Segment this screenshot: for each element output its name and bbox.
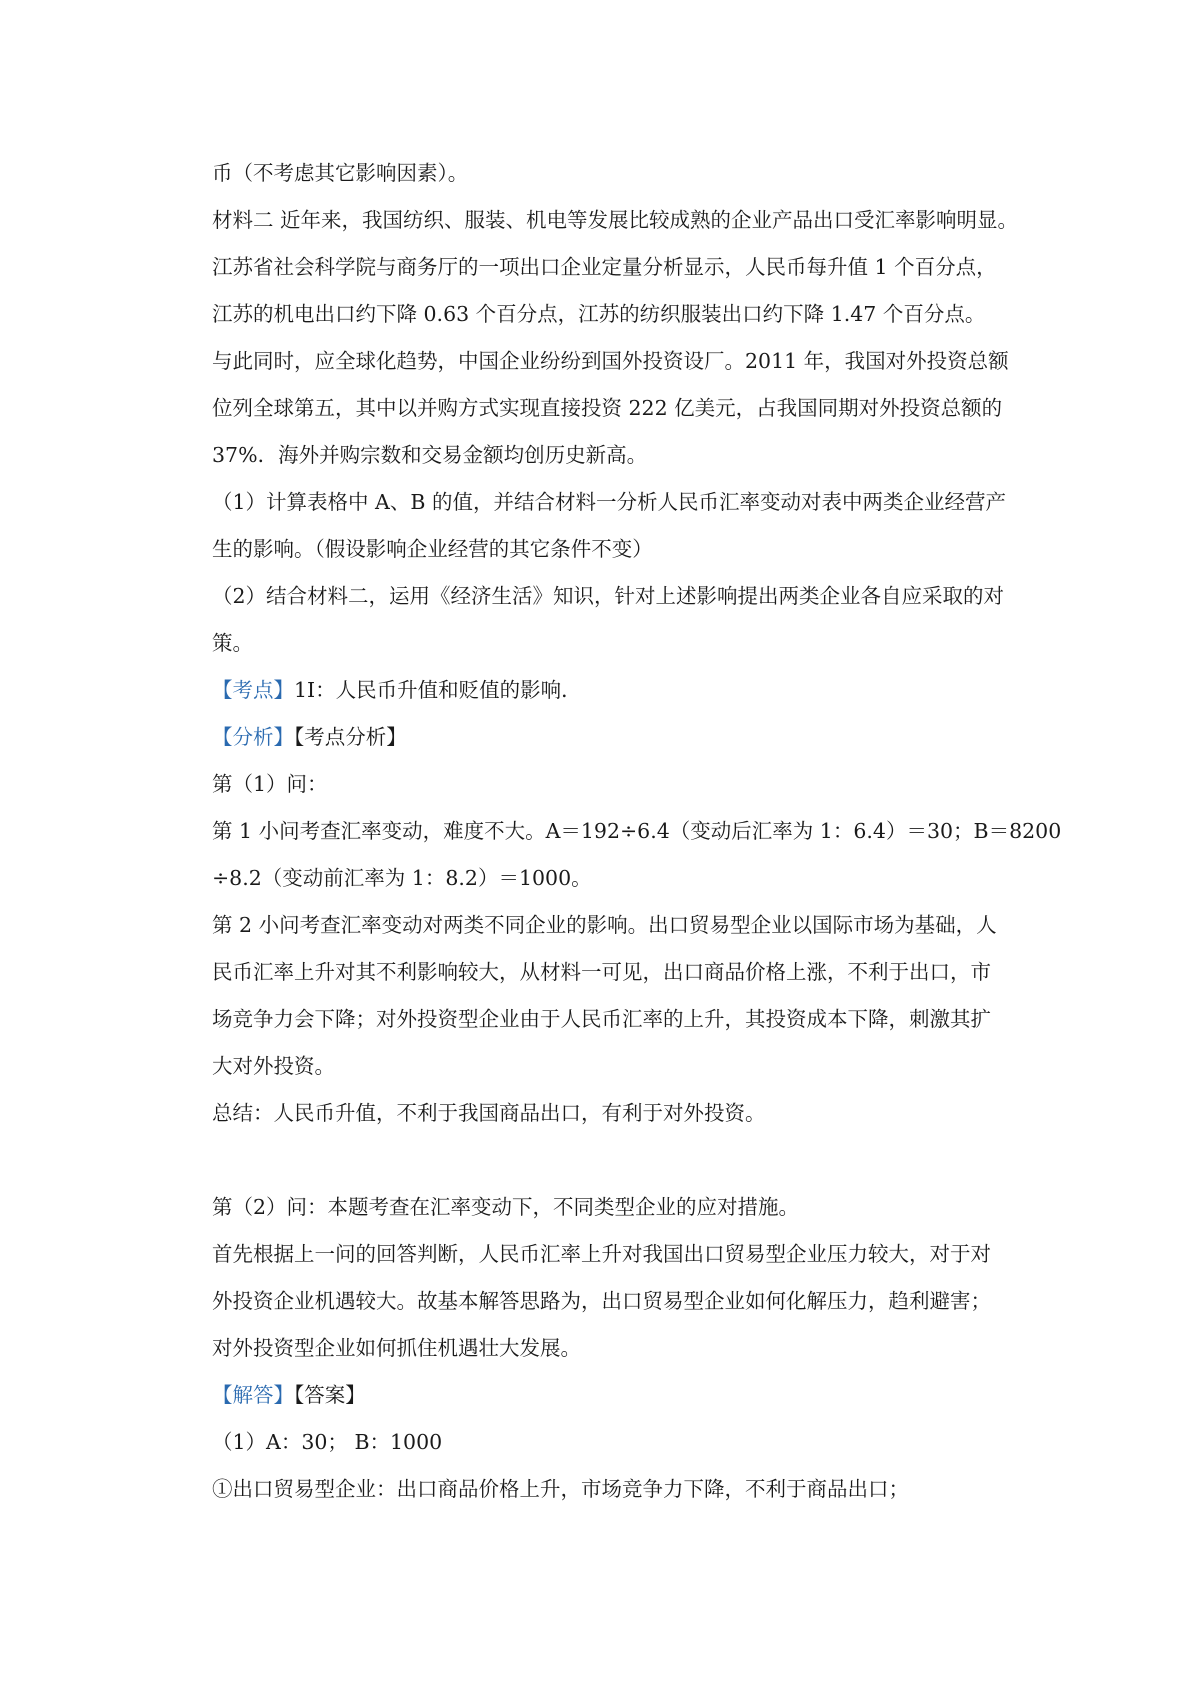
analysis-line: 民币汇率上升对其不利影响较大，从材料一可见，出口商品价格上涨，不利于出口，市 bbox=[212, 960, 991, 984]
text-line: 材料二 近年来，我国纺织、服装、机电等发展比较成熟的企业产品出口受汇率影响明显。 bbox=[212, 208, 1019, 232]
text-line: 位列全球第五，其中以并购方式实现直接投资 222 亿美元，占我国同期对外投资总额的 bbox=[212, 396, 1003, 420]
kaodian-tag: 【考点】 bbox=[212, 678, 294, 702]
answer-line: ①出口贸易型企业：出口商品价格上升，市场竞争力下降，不利于商品出口； bbox=[212, 1477, 909, 1501]
question-2-line: （2）结合材料二，运用《经济生活》知识，针对上述影响提出两类企业各自应采取的对 bbox=[212, 584, 1005, 608]
kaodian-text: 1I：人民币升值和贬值的影响． bbox=[294, 678, 582, 702]
text-line: 江苏省社会科学院与商务厅的一项出口企业定量分析显示，人民币每升值 1 个百分点， bbox=[212, 255, 997, 279]
jieda-text: 【答案】 bbox=[294, 1383, 366, 1407]
answer-line: （1）A：30； B：1000 bbox=[212, 1430, 443, 1454]
analysis2-line: 第（2）问：本题考查在汇率变动下，不同类型企业的应对措施。 bbox=[212, 1195, 800, 1219]
analysis-line: 第 2 小问考查汇率变动对两类不同企业的影响。出口贸易型企业以国际市场为基础，人 bbox=[212, 913, 997, 937]
analysis-line: 场竞争力会下降；对外投资型企业由于人民币汇率的上升，其投资成本下降，刺激其扩 bbox=[212, 1007, 991, 1031]
question-1-line: 生的影响。（假设影响企业经营的其它条件不变） bbox=[212, 537, 653, 561]
analysis-line: 第（1）问： bbox=[212, 772, 328, 796]
fenxi-text: 【考点分析】 bbox=[294, 725, 407, 749]
analysis2-line: 外投资企业机遇较大。故基本解答思路为，出口贸易型企业如何化解压力，趋利避害； bbox=[212, 1289, 991, 1313]
text-line: 37%．海外并购宗数和交易金额均创历史新高。 bbox=[212, 443, 648, 467]
jieda-line bbox=[212, 1372, 1032, 1419]
jieda-tag: 【解答】 bbox=[212, 1383, 294, 1407]
fenxi-tag: 【分析】 bbox=[212, 725, 294, 749]
document-page bbox=[212, 150, 1062, 1513]
question-2-line: 策。 bbox=[212, 631, 253, 655]
text-line: 币（不考虑其它影响因素）。 bbox=[212, 161, 469, 185]
analysis-summary-line: 总结：人民币升值，不利于我国商品出口，有利于对外投资。 bbox=[212, 1101, 766, 1125]
question-1-line: （1）计算表格中 A、B 的值，并结合材料一分析人民币汇率变动对表中两类企业经营产 bbox=[212, 490, 1006, 514]
analysis-line: 第 1 小问考查汇率变动，难度不大。A＝192÷6.4（变动后汇率为 1：6.4）＝30；B＝8200 bbox=[212, 819, 1062, 843]
kaodian-line bbox=[212, 667, 1032, 714]
analysis2-line: 对外投资型企业如何抓住机遇壮大发展。 bbox=[212, 1336, 581, 1360]
analysis-line: ÷8.2（变动前汇率为 1：8.2）＝1000。 bbox=[212, 866, 592, 890]
analysis-line: 大对外投资。 bbox=[212, 1054, 335, 1078]
text-line: 江苏的机电出口约下降 0.63 个百分点，江苏的纺织服装出口约下降 1.47 个百分点。 bbox=[212, 302, 986, 326]
fenxi-line bbox=[212, 714, 1032, 761]
text-line: 与此同时，应全球化趋势，中国企业纷纷到国外投资设厂。2011 年，我国对外投资总额 bbox=[212, 349, 1009, 373]
analysis2-line: 首先根据上一问的回答判断，人民币汇率上升对我国出口贸易型企业压力较大，对于对 bbox=[212, 1242, 991, 1266]
